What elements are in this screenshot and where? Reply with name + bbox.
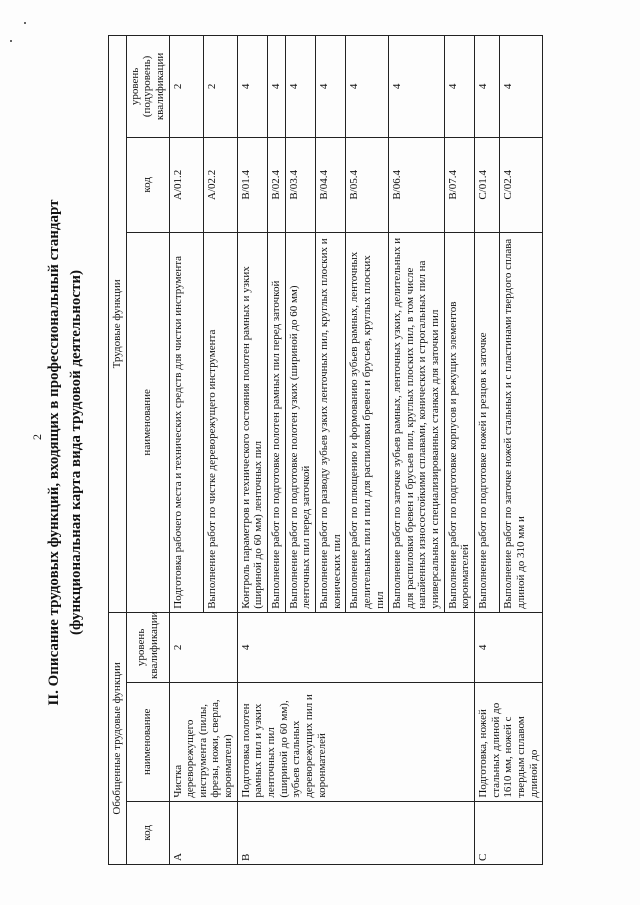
col-code2-header: код bbox=[126, 137, 169, 232]
group-level: 4 bbox=[237, 612, 474, 682]
function-level: 4 bbox=[475, 36, 500, 138]
function-level: 4 bbox=[346, 36, 389, 138]
function-code: C/02.4 bbox=[500, 137, 543, 232]
function-level: 2 bbox=[203, 36, 237, 138]
page-number: 2 bbox=[30, 434, 44, 440]
table-row bbox=[169, 36, 203, 865]
function-name: Выполнение работ по плющению и формованию зубьев рамных, ленточных делительных пил и пил для распиловки бревен и брусьев, круглых плоских пил bbox=[346, 232, 389, 612]
labor-functions-header: Трудовые функции bbox=[109, 36, 127, 613]
col-level-header: уровень квалификации bbox=[126, 612, 169, 682]
group-name: Подготовка, ножей стальных длиной до 1610 мм, ножей с твердым сплавом длиной до bbox=[475, 682, 543, 801]
function-code: B/05.4 bbox=[346, 137, 389, 232]
group-level: 4 bbox=[475, 612, 543, 682]
function-level: 4 bbox=[315, 36, 345, 138]
function-code: B/02.4 bbox=[268, 137, 286, 232]
function-code: B/01.4 bbox=[237, 137, 267, 232]
table-row bbox=[237, 36, 267, 865]
generalized-functions-header: Обобщенные трудовые функции bbox=[109, 612, 127, 864]
group-name: Чистка дереворежущего инструмента (пилы, фрезы, ножи, сверла, коронматели) bbox=[169, 682, 237, 801]
section-title: II. Описание трудовых функций, входящих в профессиональный стандарт bbox=[46, 199, 62, 706]
function-code: A/01.2 bbox=[169, 137, 203, 232]
col-name-header: наименование bbox=[126, 682, 169, 801]
function-level: 4 bbox=[285, 36, 315, 138]
function-level: 4 bbox=[389, 36, 445, 138]
function-name: Выполнение работ по разводу зубьев узких ленточных пил, круглых плоских и конических пил bbox=[315, 232, 345, 612]
group-code: B bbox=[237, 801, 474, 864]
function-name: Выполнение работ по заточке зубьев рамных, ленточных узких, делительных и для распиловки бревен и брусьев пил, круглых плоских пил, в том числе напайенных износостойкими сплавами, конических и строгальных пил на универсальных и специализированных станках для заточки пил bbox=[389, 232, 445, 612]
function-code: B/07.4 bbox=[444, 137, 474, 232]
function-name: Подготовка рабочего места и технических средств для чистки инструмента bbox=[169, 232, 203, 612]
function-code: C/01.4 bbox=[475, 137, 500, 232]
function-level: 4 bbox=[444, 36, 474, 138]
function-name: Выполнение работ по подготовке полотен рамных пил перед заточкой bbox=[268, 232, 286, 612]
section-subtitle: (функциональная карта вида трудовой деятельности) bbox=[68, 269, 84, 636]
group-level: 2 bbox=[169, 612, 237, 682]
col-name2-header: наименование bbox=[126, 232, 169, 612]
function-level: 2 bbox=[169, 36, 203, 138]
table-row bbox=[475, 36, 500, 865]
function-name: Выполнение работ по чистке дереворежущего инструмента bbox=[203, 232, 237, 612]
functional-map-table bbox=[108, 35, 543, 865]
col-level2-header: уровень (подуровень) квалификации bbox=[126, 36, 169, 138]
function-name: Выполнение работ по подготовке полотен узких (шириной до 60 мм) ленточных пил перед заточкой bbox=[285, 232, 315, 612]
function-code: A/02.2 bbox=[203, 137, 237, 232]
function-name: Выполнение работ по подготовке ножей и резцов к заточке bbox=[475, 232, 500, 612]
function-level: 4 bbox=[268, 36, 286, 138]
function-code: B/03.4 bbox=[285, 137, 315, 232]
function-level: 4 bbox=[237, 36, 267, 138]
function-name: Контроль параметров и технического состояния полотен рамных и узких (шириной до 60 мм) ленточных пил bbox=[237, 232, 267, 612]
function-code: B/04.4 bbox=[315, 137, 345, 232]
group-code: C bbox=[475, 801, 543, 864]
col-code-header: код bbox=[126, 801, 169, 864]
function-code: B/06.4 bbox=[389, 137, 445, 232]
function-level: 4 bbox=[500, 36, 543, 138]
function-name: Выполнение работ по подготовке корпусов и режущих элементов коронмателей bbox=[444, 232, 474, 612]
function-name: Выполнение работ по заточке ножей стальных и с пластинами твердого сплава длиной до 310 мм и bbox=[500, 232, 543, 612]
group-name: Подготовка полотен рамных пил и узких ленточных пил (шириной до 60 мм), зубьев стальных дереворежущих пил и коронмателей bbox=[237, 682, 474, 801]
group-code: A bbox=[169, 801, 237, 864]
